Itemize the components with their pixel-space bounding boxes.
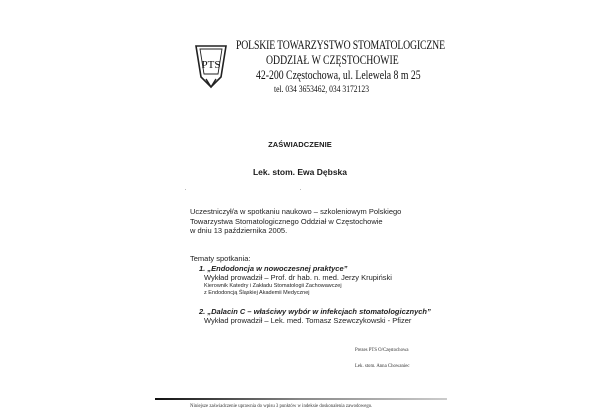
- topics-section: [190, 254, 431, 326]
- topic-affiliation: z Endodoncją Śląskiej Akademii Medycznej: [204, 290, 310, 296]
- topic-affiliation: Kierownik Katedry i Zakładu Stomatologii Zachowawczej: [204, 282, 342, 289]
- topic-item: [199, 307, 431, 317]
- topic-number: 2.: [199, 306, 206, 316]
- topic-number: 1.: [199, 263, 206, 273]
- topic-item: [199, 264, 431, 274]
- recipient-name: Lek. stom. Ewa Dębska: [252, 167, 347, 177]
- scan-speck: [185, 189, 186, 190]
- signature-name: Lek. stom. Anna Chowaniec: [355, 364, 410, 369]
- footer-note: Niniejsze zaświadczenie uprawnia do wpisu 3 punktów w indeksie doskonalenia zawodowego.: [190, 404, 373, 409]
- letterhead-branch: ODDZIAŁ W CZĘSTOCHOWIE: [266, 53, 399, 67]
- letterhead-org-name: POLSKIE TOWARZYSTWO STOMATOLOGICZNE: [236, 38, 445, 52]
- letterhead-address: 42-200 Częstochowa, ul. Lelewela 8 m 25: [256, 68, 421, 82]
- pts-logo-icon: [194, 43, 228, 91]
- letterhead-phone: tel. 034 3653462, 034 3172123: [274, 85, 369, 95]
- statement-line: w dniu 13 października 2005.: [190, 226, 288, 235]
- topic-lecturer: Wykład prowadził – Lek. med. Tomasz Szewczykowski - Pfizer: [204, 316, 412, 325]
- logo-text: PTS: [201, 59, 221, 71]
- attendance-statement: [190, 207, 401, 236]
- signature-title: Prezes PTS O/Częstochowa: [355, 348, 409, 353]
- topics-label: Tematy spotkania:: [190, 254, 251, 263]
- statement-line: Towarzystwa Stomatologicznego Oddział w Częstochowie: [190, 216, 383, 226]
- topic-title: „Endodoncja w nowoczesnej praktyce”: [207, 263, 348, 273]
- topic-lecturer: Wykład prowadził – Prof. dr hab. n. med. Jerzy Krupiński: [204, 273, 392, 282]
- topic-title: „Dalacin C – właściwy wybór w infekcjach stomatologicznych”: [207, 306, 431, 316]
- scan-speck: [300, 189, 301, 190]
- statement-line: Uczestniczył/a w spotkaniu naukowo – szkoleniowym Polskiego: [190, 207, 402, 216]
- document-title: ZAŚWIADCZENIE: [268, 140, 332, 149]
